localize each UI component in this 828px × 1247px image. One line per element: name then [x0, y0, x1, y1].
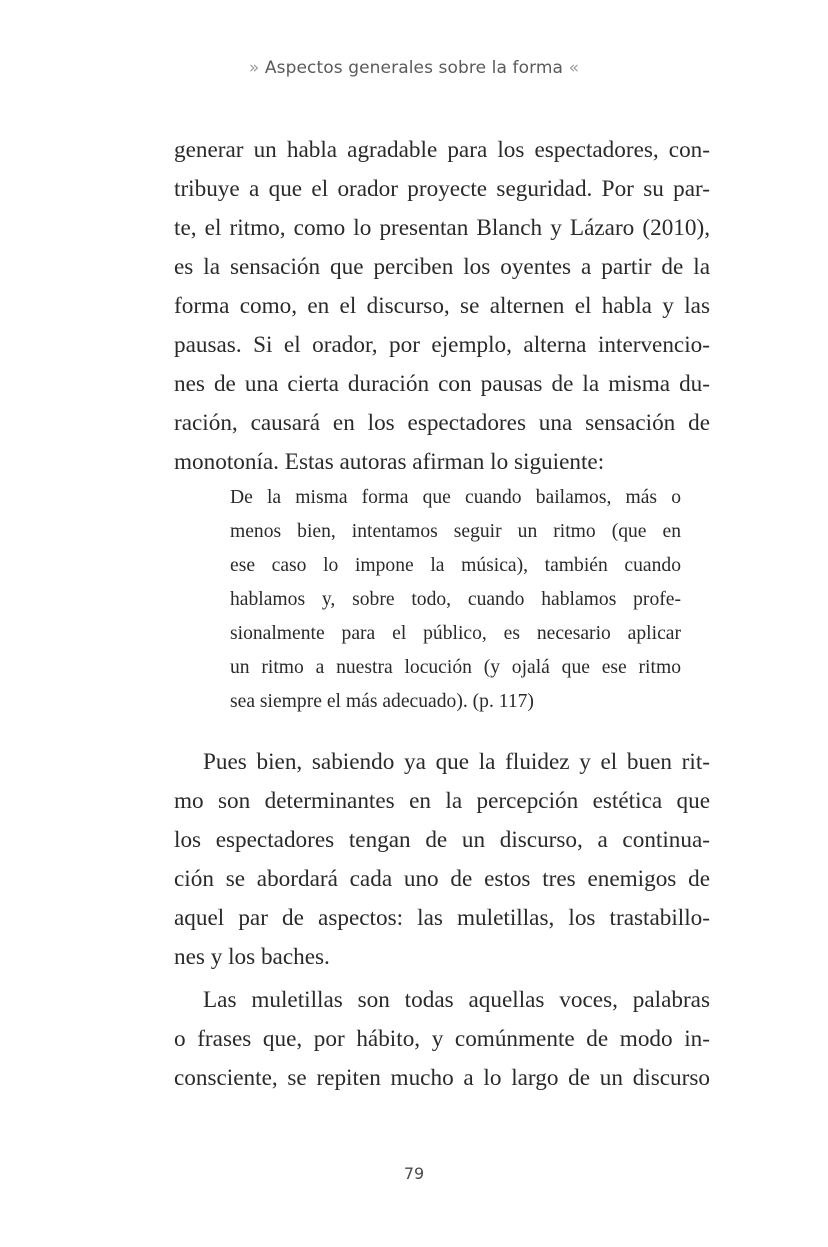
quote-line: un ritmo a nuestra locución (y ojalá que ese ritmo	[230, 657, 681, 678]
paragraph-2	[174, 743, 710, 977]
paragraph-line: nes y los baches.	[174, 944, 330, 970]
paragraph-line: te, el ritmo, como lo presentan Blanch y Lázaro (2010),	[174, 215, 710, 241]
paragraph-line: es la sensación que perciben los oyentes a partir de la	[174, 254, 710, 280]
quote-line: ese caso lo impone la música), también cuando	[230, 555, 681, 576]
header-left-mark: »	[248, 58, 260, 78]
paragraph-3	[174, 981, 710, 1098]
quote-line: hablamos y, sobre todo, cuando hablamos profe-	[230, 589, 681, 610]
header-title: Aspectos generales sobre la forma	[264, 58, 564, 78]
paragraph-line: Pues bien, sabiendo ya que la fluidez y el buen rit-	[203, 749, 710, 775]
paragraph-line: o frases que, por hábito, y comúnmente de modo in-	[174, 1026, 710, 1052]
quote-line: De la misma forma que cuando bailamos, más o	[230, 487, 681, 508]
paragraph-line: los espectadores tengan de un discurso, a continua-	[174, 827, 710, 853]
paragraph-line: forma como, en el discurso, se alternen el habla y las	[174, 293, 710, 319]
quote-line: menos bien, intentamos seguir un ritmo (que en	[230, 521, 681, 542]
header-right-mark: «	[568, 58, 580, 78]
paragraph-line: consciente, se repiten mucho a lo largo de un discurso	[174, 1065, 710, 1091]
running-header	[0, 58, 828, 78]
paragraph-line: ción se abordará cada uno de estos tres enemigos de	[174, 866, 710, 892]
block-quote	[230, 481, 681, 719]
paragraph-1	[174, 131, 710, 482]
paragraph-line: ración, causará en los espectadores una sensación de	[174, 410, 710, 436]
paragraph-line: nes de una cierta duración con pausas de la misma du-	[174, 371, 710, 397]
quote-line: sea siempre el más adecuado). (p. 117)	[230, 691, 534, 712]
paragraph-line: pausas. Si el orador, por ejemplo, alterna intervencio-	[174, 332, 710, 358]
paragraph-line: tribuye a que el orador proyecte seguridad. Por su par-	[174, 176, 710, 202]
paragraph-line: aquel par de aspectos: las muletillas, los trastabillo-	[174, 905, 710, 931]
quote-line: sionalmente para el público, es necesario aplicar	[230, 623, 681, 644]
paragraph-line: mo son determinantes en la percepción estética que	[174, 788, 710, 814]
paragraph-line: monotonía. Estas autoras afirman lo siguiente:	[174, 449, 605, 475]
paragraph-line: Las muletillas son todas aquellas voces, palabras	[203, 987, 710, 1013]
paragraph-line: generar un habla agradable para los espectadores, con-	[174, 137, 710, 163]
page-number: 79	[403, 1164, 425, 1183]
